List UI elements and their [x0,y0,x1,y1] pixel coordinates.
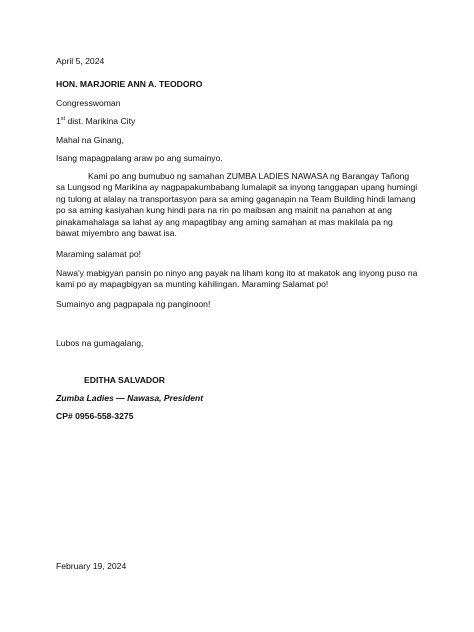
district-city: dist. Marikina City [65,116,136,126]
district-ordinal: st [60,116,66,123]
signatory-organization: Zumba Ladies — Nawasa, President [56,393,204,403]
thanks-line: Maraming salamat po! [56,249,142,259]
hope-paragraph: Nawa'y mabigyan pansin po ninyo ang payak na liham kong ito at makatok ang inyong puso na kami po ay mapagbigyan sa munting kahilingan. Maraming Salamat po! [56,268,418,290]
district-number: 1 [56,116,61,126]
signatory-name: EDITHA SALVADOR [84,375,166,385]
recipient-name: HON. MARJORIE ANN A. TEODORO [56,79,203,89]
greeting: Isang mapagpalang araw po ang sumainyo. [56,153,223,163]
recipient-title: Congresswoman [56,98,121,108]
body-paragraph: Kami po ang bumubuo ng samahan ZUMBA LADIES NAWASA ng Barangay Tañong sa Lungsod ng Marikina ay nagpapakumbabang lumalapit sa inyong tanggapan upang humingi ng tulong at alalay na transportasyon para sa aming gaganapin na Team Building hindi lamang po sa aming kasiyahan kung hindi para na rin po maibsan ang mainit na panahon at ang pinakamahalaga sa lahat ay ang mapagtibay ang aming samahan at mas makilala pa ng bawat miyembro ang bawat isa. [56,171,418,239]
recipient-district [56,116,135,127]
footer-date: February 19, 2024 [56,561,127,571]
closing-line: Lubos na gumagalang, [56,338,144,348]
salutation: Mahal na Ginang, [56,135,124,145]
blessing-line: Sumainyo ang pagpapala ng panginoon! [56,299,211,309]
letter-date: April 5, 2024 [56,56,105,66]
signatory-phone: CP# 0956-558-3275 [56,411,134,421]
